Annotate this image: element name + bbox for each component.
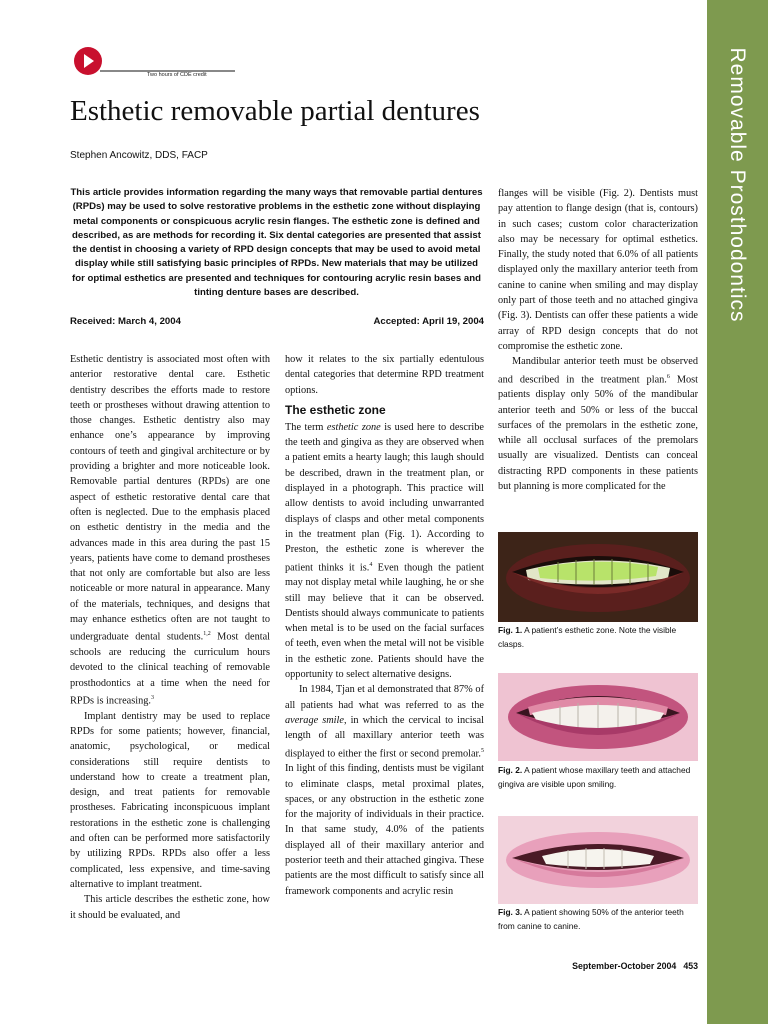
body-column-2 — [285, 352, 484, 899]
article-author: Stephen Ancowitz, DDS, FACP — [70, 150, 208, 161]
article-abstract — [70, 186, 483, 300]
section-title: Removable Prosthodontics — [726, 47, 749, 323]
body-column-1 — [70, 352, 270, 923]
logo-subtitle: Two hours of CDE credit — [147, 72, 207, 78]
paragraph: flanges will be visible (Fig. 2). Dentists must pay attention to flange design (that is, contours) in such cases; custom color characterization also may be necessary for optimal esthetics. Finally, the study noted that 6.0% of all patients displayed only the maxillary anterior teeth from canine to canine when smiling and may display only part of those teeth and no attached gingiva (Fig. 3). Dentists can offer these patients a wide array of RPD design concepts that do not compromise the esthetic zone. — [498, 188, 698, 352]
issue-date: September-October 2004 — [572, 961, 677, 971]
paragraph: Esthetic dentistry is associated most often with anterior restorative dental care. Esthetic dentistry describes the efforts made to restore teeth or prostheses without drawing attention to those changes. Esthetic dentistry also may enhance one’s appearance by improving contours of teeth and gingival architecture or by providing a brighter and more noticeable look. Removable partial dentures (RPDs) are one aspect of esthetic restorative dental care that often is neglected. Due to the emphasis placed on esthetic dentistry in the media and the advances made in this area during the past 15 years, patients have come to demand prostheses that not only are comfortable but also are less noticeable or more natural in appearance. Many of the materials, techniques, and designs that may enhance esthetics often are not taught to undergraduate dental students.$^{1,2}$ Most dental schools are reducing the curriculum hours devoted to the clinical teaching of removable prosthodontics at a time when the need for RPDs is increasing.$^3$ — [70, 354, 271, 707]
paragraph: Implant dentistry may be used to replace RPDs for some patients; however, financial, anatomic, psychological, or medical considerations still require dentists to understand how to create a treatment plan, design, and treat patients for removable prostheses. Fabricating inconspicuous implant restorations in the esthetic zone is challenging and often can be performed more satisfactorily by utilizing RPDs. RPDs also offer a less complicated, less expensive, and time-saving alternative to implant treatment. — [70, 710, 270, 890]
figure-1-caption: Fig. 1. A patient’s esthetic zone. Note the visible clasps. — [498, 625, 677, 649]
body-column-3 — [498, 186, 698, 494]
received-date: Received: March 4, 2004 — [70, 316, 181, 327]
paragraph: Mandibular anterior teeth must be observed and described in the treatment plan.$^6$ Most patients display only 50% of the mandibular anterior teeth and 50% or less of the buccal surfaces of the premolars in the esthetic zone, while all occlusal surfaces of the premolars usually are visualized. Dentists can conceal distracting RPD components in these patients but planning is more complicated for the — [498, 356, 699, 493]
page-footer — [572, 961, 698, 971]
figure-2-caption: Fig. 2. A patient whose maxillary teeth and attached gingiva are visible upon smiling. — [498, 765, 691, 789]
accepted-date: Accepted: April 19, 2004 — [373, 316, 484, 327]
figure-3-photo — [498, 816, 698, 904]
paragraph: how it relates to the six partially edentulous dental categories that determine RPD treatment options. — [285, 354, 484, 396]
section-heading: The esthetic zone — [285, 402, 386, 417]
figure-1-photo — [498, 532, 698, 622]
paragraph: In 1984, Tjan et al demonstrated that 87% of all patients had what was referred to as the average smile, in which the cervical to incisal length of all maxillary anterior teeth was displayed to either the first or second premolar.$^5$ In light of this finding, dentists must be vigilant to eliminate clasps, metal proximal plates, spaces, or any obstruction in the esthetic zone for the majority of individuals in their practice. In that same study, 4.0% of the patients displayed all of their maxillary anterior and posterior teeth and their attached gingiva. These patients are the most difficult to satisfy since all framework components and acrylic resin — [285, 684, 484, 897]
figure-3-caption: Fig. 3. A patient showing 50% of the anterior teeth from canine to canine. — [498, 907, 684, 931]
logo-brand: DART — [110, 55, 141, 67]
paragraph: This article describes the esthetic zone, how it should be evaluated, and — [70, 894, 270, 921]
figure-2-photo — [498, 673, 698, 761]
abstract-text: This article provides information regarding the many ways that removable partial dentures (RPDs) may be used to solve restorative problems in the esthetic zone without displaying metal components or conspicuous acrylic resin flanges. The esthetic zone is defined and described, as are methods for recording it. Six dental categories are presented that assist the dentist in choosing a variety of RPD design concepts that may be used to avoid metal display while still satisfying basic principles of RPDs. New materials that may be utilized for optimal esthetics are presented and techniques for contouring acrylic resin bases and tinting denture bases are described. — [70, 187, 483, 299]
page-number: 453 — [683, 961, 698, 971]
article-title: Esthetic removable partial dentures — [70, 95, 480, 127]
paragraph: The term esthetic zone is used here to describe the teeth and gingiva as they are observed when a patient emits a hearty laugh; this laugh should be described, drawn in the treatment plan, or displayed in a photograph. This practice will allow dentists to avoid including unwarranted displays of clasps and other metal components in the treatment plan (Fig. 1). According to Preston, the esthetic zone is wherever the patient thinks it is.$^4$ Even though the patient may not display metal while laughing, he or she still may believe that it can be observed. Dentists should always communicate to patients when metal is to be used on the facial surfaces of teeth, even when the metal will not be visible in the esthetic zone. Patients should have the opportunity to select alternative designs. — [285, 421, 484, 681]
